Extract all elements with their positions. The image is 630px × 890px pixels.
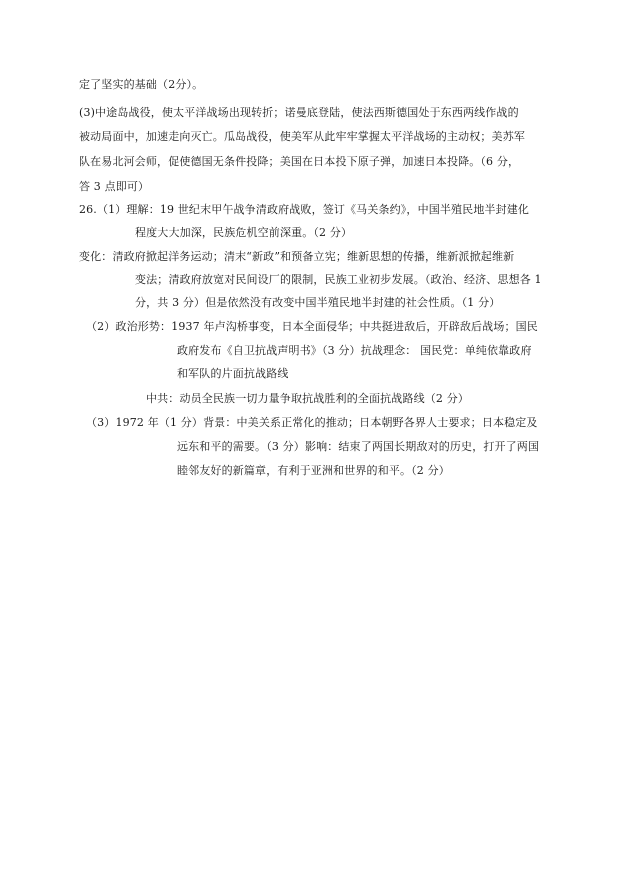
text-line-13: 和军队的片面抗战路线	[177, 367, 289, 380]
text-line-2: (3)中途岛战役，使太平洋战场出现转折；诺曼底登陆，使法西斯德国处于东西两线作战的	[79, 106, 519, 119]
text-line-8: 变化：清政府掀起洋务运动；清末“新政”和预备立宪；维新思想的传播，维新派掀起维新	[79, 250, 515, 263]
text-line-10: 分，共 3 分）但是依然没有改变中国半殖民地半封建的社会性质。（1 分）	[135, 296, 501, 309]
text-line-3: 被动局面中，加速走向灭亡。瓜岛战役，使美军从此牢牢掌握太平洋战场的主动权；美苏军	[79, 130, 525, 143]
text-line-14: 中共：动员全民族一切力量争取抗战胜利的全面抗战路线（2 分）	[146, 392, 469, 405]
text-line-12: 政府发布《自卫抗战声明书》（3 分）抗战理念： 国民党：单纯依靠政府	[177, 344, 532, 357]
text-line-11: （2）政治形势：1937 年卢沟桥事变，日本全面侵华；中共挺进敌后，开辟敌后战场；国民	[86, 320, 538, 333]
text-line-9: 变法；清政府放宽对民间设厂的限制，民族工业初步发展。（政治、经济、思想各 1	[135, 273, 542, 286]
text-line-4: 队在易北河会师，促使德国无条件投降；美国在日本投下原子弹，加速日本投降。（6 分，	[79, 155, 520, 168]
text-line-17: 睦邻友好的新篇章，有利于亚洲和世界的和平。（2 分）	[177, 464, 450, 477]
text-line-15: （3）1972 年（1 分）背景：中美关系正常化的推动；日本朝野各界人士要求；日本稳定及	[86, 416, 538, 429]
text-line-5: 答 3 点即可）	[79, 180, 150, 193]
text-line-1: 定了坚实的基础（2分）。	[79, 78, 204, 91]
text-line-7: 程度大大加深，民族危机空前深重。（2 分）	[135, 226, 353, 239]
text-line-16: 远东和平的需要。（3 分）影响：结束了两国长期敌对的历史，打开了两国	[177, 440, 540, 453]
text-line-6: 26.（1）理解：19 世纪末甲午战争清政府战败，签订《马关条约》，中国半殖民地半封建化	[79, 203, 530, 216]
